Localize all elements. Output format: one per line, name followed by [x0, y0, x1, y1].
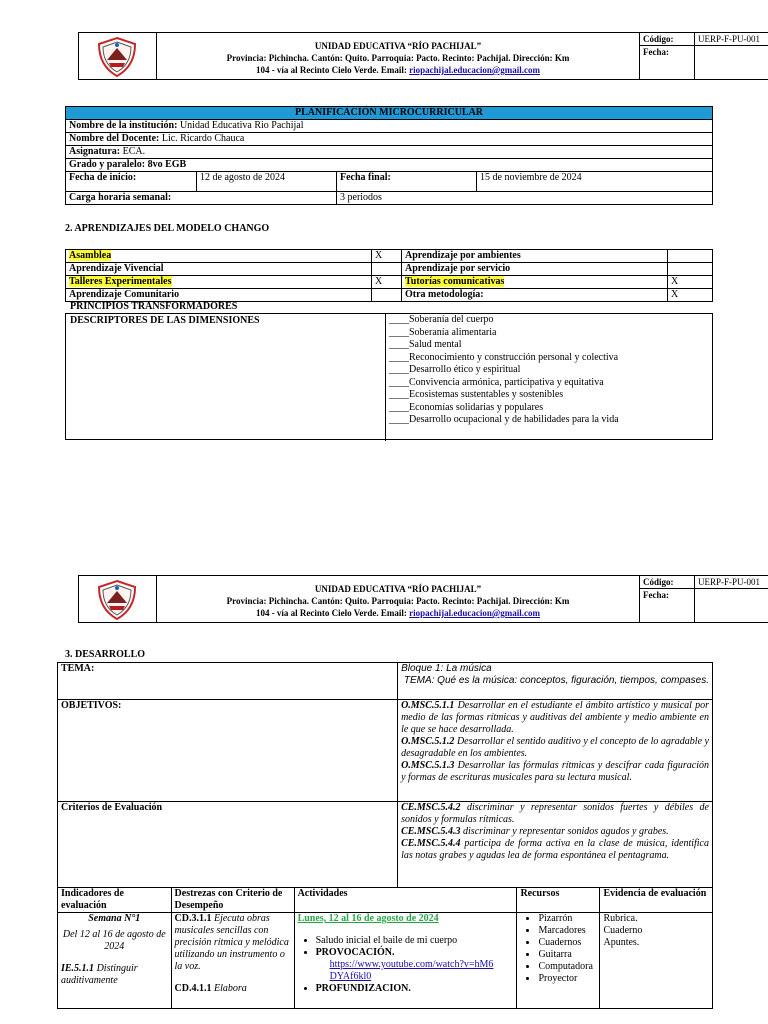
- learning-model-row: [66, 250, 713, 263]
- date-label: Fecha:: [640, 589, 695, 623]
- activities-list-2: [298, 983, 514, 995]
- header-title-cell: [156, 32, 640, 80]
- address-line-2: 104 - vía al Recinto Cielo Verde. Email: riopachijal.educacion@gmail.com: [255, 608, 541, 618]
- skill-1: CD.3.1.1 Ejecuta obras musicales sencillas con precisión rítmica y melódica utilizando un instrumento o la voz.: [174, 913, 289, 972]
- grade-row: Grado y paralelo: 8vo EGB: [66, 159, 713, 172]
- date-value: [695, 589, 768, 623]
- learning-model-table: [65, 249, 713, 302]
- code-value: UERP-F-PU-001: [695, 576, 768, 589]
- criteria-label: Criterios de Evaluación: [58, 802, 398, 888]
- descriptor-item: ____Reconocimiento y construcción personal y colectiva: [389, 351, 619, 363]
- institution-name: UNIDAD EDUCATIVA “RÍO PACHIJAL”: [314, 41, 482, 51]
- activity-link-wrap: [298, 959, 498, 983]
- criterion-item: CE.MSC.5.4.2 discriminar y representar sonidos fuertes y débiles de sonidos y formulas rítmicas.: [401, 802, 709, 825]
- skill-2: CD.4.1.1 Elabora: [174, 983, 247, 994]
- activities-cell: [294, 913, 517, 1009]
- planning-title: PLANIFICACIÓN MICROCURRICULAR: [66, 107, 713, 120]
- descriptor-item: ____Soberanía del cuerpo: [389, 314, 494, 325]
- learning-model-left-mark: X: [372, 276, 402, 289]
- learning-model-right-mark: [668, 263, 713, 276]
- learning-model-left: Aprendizaje Vivencial: [66, 263, 372, 276]
- evidence-item: Rubrica.: [603, 913, 638, 924]
- learning-model-right-mark: X: [668, 276, 713, 289]
- resource-item: • Computadora: [538, 961, 596, 973]
- section-3-title: 3. DESARROLLO: [65, 649, 146, 660]
- col-resources: Recursos: [517, 888, 600, 913]
- logo-cell: [78, 575, 157, 623]
- resource-item: • Cuadernos: [538, 937, 596, 949]
- activity-provocation: • PROVOCACIÓN.: [316, 947, 514, 959]
- address-line-1: Provincia: Pichincha. Cantón: Quito. Parroquia: Pacto. Recinto: Pachijal. Dirección: Km: [226, 596, 570, 606]
- institution-row: Nombre de la institución: Unidad Educativa Rio Pachijal: [66, 120, 713, 133]
- hours-value: 3 periodos: [337, 192, 713, 205]
- tema-line-1: Bloque 1: La música: [401, 663, 492, 674]
- objective-item: O.MSC.5.1.1 Desarrollar en el estudiante el ámbito artístico y musical por medio de las formas rítmicas y auditivas del ambiente y medio ambiente en le que se hace desarrollada.: [401, 700, 709, 735]
- address-line-1: Provincia: Pichincha. Cantón: Quito. Parroquia: Pacto. Recinto: Pachijal. Dirección: Km: [226, 53, 570, 63]
- descriptor-item: ____Ecosistemas sustentables y sostenibles: [389, 389, 564, 400]
- learning-model-right: Otra metodología:: [402, 289, 668, 302]
- tema-value: [398, 663, 713, 700]
- address-line-2: 104 - vía al Recinto Cielo Verde. Email: riopachijal.educacion@gmail.com: [255, 65, 541, 75]
- learning-model-row: [66, 289, 713, 302]
- header-meta-table: [639, 32, 768, 80]
- email-link[interactable]: riopachijal.educacion@gmail.com: [409, 608, 541, 618]
- learning-model-left: Asamblea: [66, 250, 372, 263]
- resource-item: • Pizarrón: [538, 913, 596, 925]
- document-header: [78, 32, 761, 80]
- learning-model-left: Aprendizaje Comunitario: [66, 289, 372, 302]
- col-indicators: Indicadores de evaluación: [58, 888, 172, 913]
- logo-cell: [78, 32, 157, 80]
- learning-model-right: Tutorías comunicativas: [402, 276, 668, 289]
- activities-list: [298, 935, 514, 959]
- learning-model-row: [66, 276, 713, 289]
- skills-cell: [171, 913, 294, 1009]
- objective-item: O.MSC.5.1.2 Desarrollar el sentido auditivo y el concepto de lo agradable y desagradable en los ambientes.: [401, 736, 709, 759]
- descriptors-block: [65, 301, 713, 440]
- week-label: Semana N°1: [88, 913, 141, 924]
- hours-label: Carga horaria semanal:: [66, 192, 337, 205]
- subject-row: Asignatura: ECA.: [66, 146, 713, 159]
- code-label: Código:: [640, 576, 695, 589]
- resources-cell: [517, 913, 600, 1009]
- descriptor-item: ____Salud mental: [389, 339, 462, 350]
- indicators-cell: [58, 913, 172, 1009]
- evidence-item: Apuntes.: [603, 937, 640, 948]
- learning-model-left-mark: [372, 289, 402, 302]
- col-skills: Destrezas con Criterio de Desempeño: [171, 888, 294, 913]
- criterion-item: CE.MSC.5.4.3 discriminar y representar sonidos agudos y grabes.: [401, 826, 669, 837]
- start-date-label: Fecha de inicio:: [66, 172, 197, 192]
- criteria-list: [398, 802, 713, 888]
- institution-name: UNIDAD EDUCATIVA “RÍO PACHIJAL”: [314, 584, 482, 594]
- development-table: [57, 662, 713, 1009]
- activity-greeting: • Saludo inicial el baile de mi cuerpo: [316, 935, 514, 947]
- learning-model-right-mark: X: [668, 289, 713, 302]
- objectives-list: [398, 700, 713, 802]
- document-header-page-2: [78, 575, 761, 623]
- email-link[interactable]: riopachijal.educacion@gmail.com: [409, 65, 541, 75]
- start-date-value: 12 de agosto de 2024: [197, 172, 337, 192]
- evidence-cell: [600, 913, 713, 1009]
- tema-line-2: TEMA: Qué es la música: conceptos, figuración, tiempos, compases.: [401, 675, 709, 686]
- date-value: [695, 46, 768, 80]
- resource-item: • Guitarra: [538, 949, 596, 961]
- resource-item: • Proyector: [538, 973, 596, 985]
- descriptors-list: [385, 314, 714, 441]
- school-shield-logo: [95, 36, 139, 78]
- objective-item: O.MSC.5.1.3 Desarrollar las fórmulas rítmicas y descifrar cada figuración y formas de escrituras musicales para su lectura musical.: [401, 760, 709, 783]
- descriptor-item: ____Economías solidarias y populares: [389, 401, 544, 413]
- activity-deepening: • PROFUNDIZACION.: [316, 983, 514, 995]
- header-title-cell: [156, 575, 640, 623]
- evidence-item: Cuaderno: [603, 925, 643, 936]
- end-date-value: 15 de noviembre de 2024: [477, 172, 713, 192]
- planning-info-table: [65, 106, 713, 205]
- tema-label: TEMA:: [58, 663, 398, 700]
- school-shield-logo: [95, 579, 139, 621]
- header-meta-table: [639, 575, 768, 623]
- principles-label: PRINCIPIOS TRANSFORMADORES: [70, 301, 238, 312]
- code-label: Código:: [640, 33, 695, 46]
- descriptor-item: ____Convivencia armónica, participativa y equitativa: [389, 376, 604, 388]
- learning-model-left-mark: X: [372, 250, 402, 263]
- col-activities: Actividades: [294, 888, 517, 913]
- learning-model-left: Talleres Experimentales: [66, 276, 372, 289]
- activity-video-link[interactable]: https://www.youtube.com/watch?v=hM6DYAf6kl0: [329, 959, 494, 982]
- code-value: UERP-F-PU-001: [695, 33, 768, 46]
- learning-model-row: [66, 263, 713, 276]
- resource-item: • Marcadores: [538, 925, 596, 937]
- indicator-text: IE.5.1.1 Distinguir auditivamente: [61, 963, 138, 986]
- criterion-item: CE.MSC.5.4.4 participa de forma activa en la clase de música, identifica las notas grabes y agudas lea de forma espontánea el pentagrama.: [401, 838, 709, 861]
- learning-model-left-mark: [372, 263, 402, 276]
- week-dates: Del 12 al 16 de agosto de 2024: [62, 929, 166, 952]
- objectives-label: OBJETIVOS:: [58, 700, 398, 802]
- descriptor-item: ____Soberanía alimentaria: [389, 326, 497, 338]
- col-evidence: Evidencia de evaluación: [600, 888, 713, 913]
- date-label: Fecha:: [640, 46, 695, 80]
- descriptor-item: ____Desarrollo ocupacional y de habilidades para la vida: [389, 414, 619, 425]
- resources-list: [520, 913, 596, 985]
- activities-heading: Lunes, 12 al 16 de agosto de 2024: [297, 913, 439, 924]
- descriptors-label: DESCRIPTORES DE LAS DIMENSIONES: [70, 315, 260, 326]
- end-date-label: Fecha final:: [337, 172, 477, 192]
- learning-model-right: Aprendizaje por ambientes: [402, 250, 668, 263]
- learning-model-right: Aprendizaje por servicio: [402, 263, 668, 276]
- descriptor-item: ____Desarrollo ético y espiritual: [389, 364, 521, 375]
- learning-model-right-mark: [668, 250, 713, 263]
- teacher-row: Nombre del Docente: Lic. Ricardo Chauca: [66, 133, 713, 146]
- section-2-title: 2. APRENDIZAJES DEL MODELO CHANGO: [65, 223, 270, 234]
